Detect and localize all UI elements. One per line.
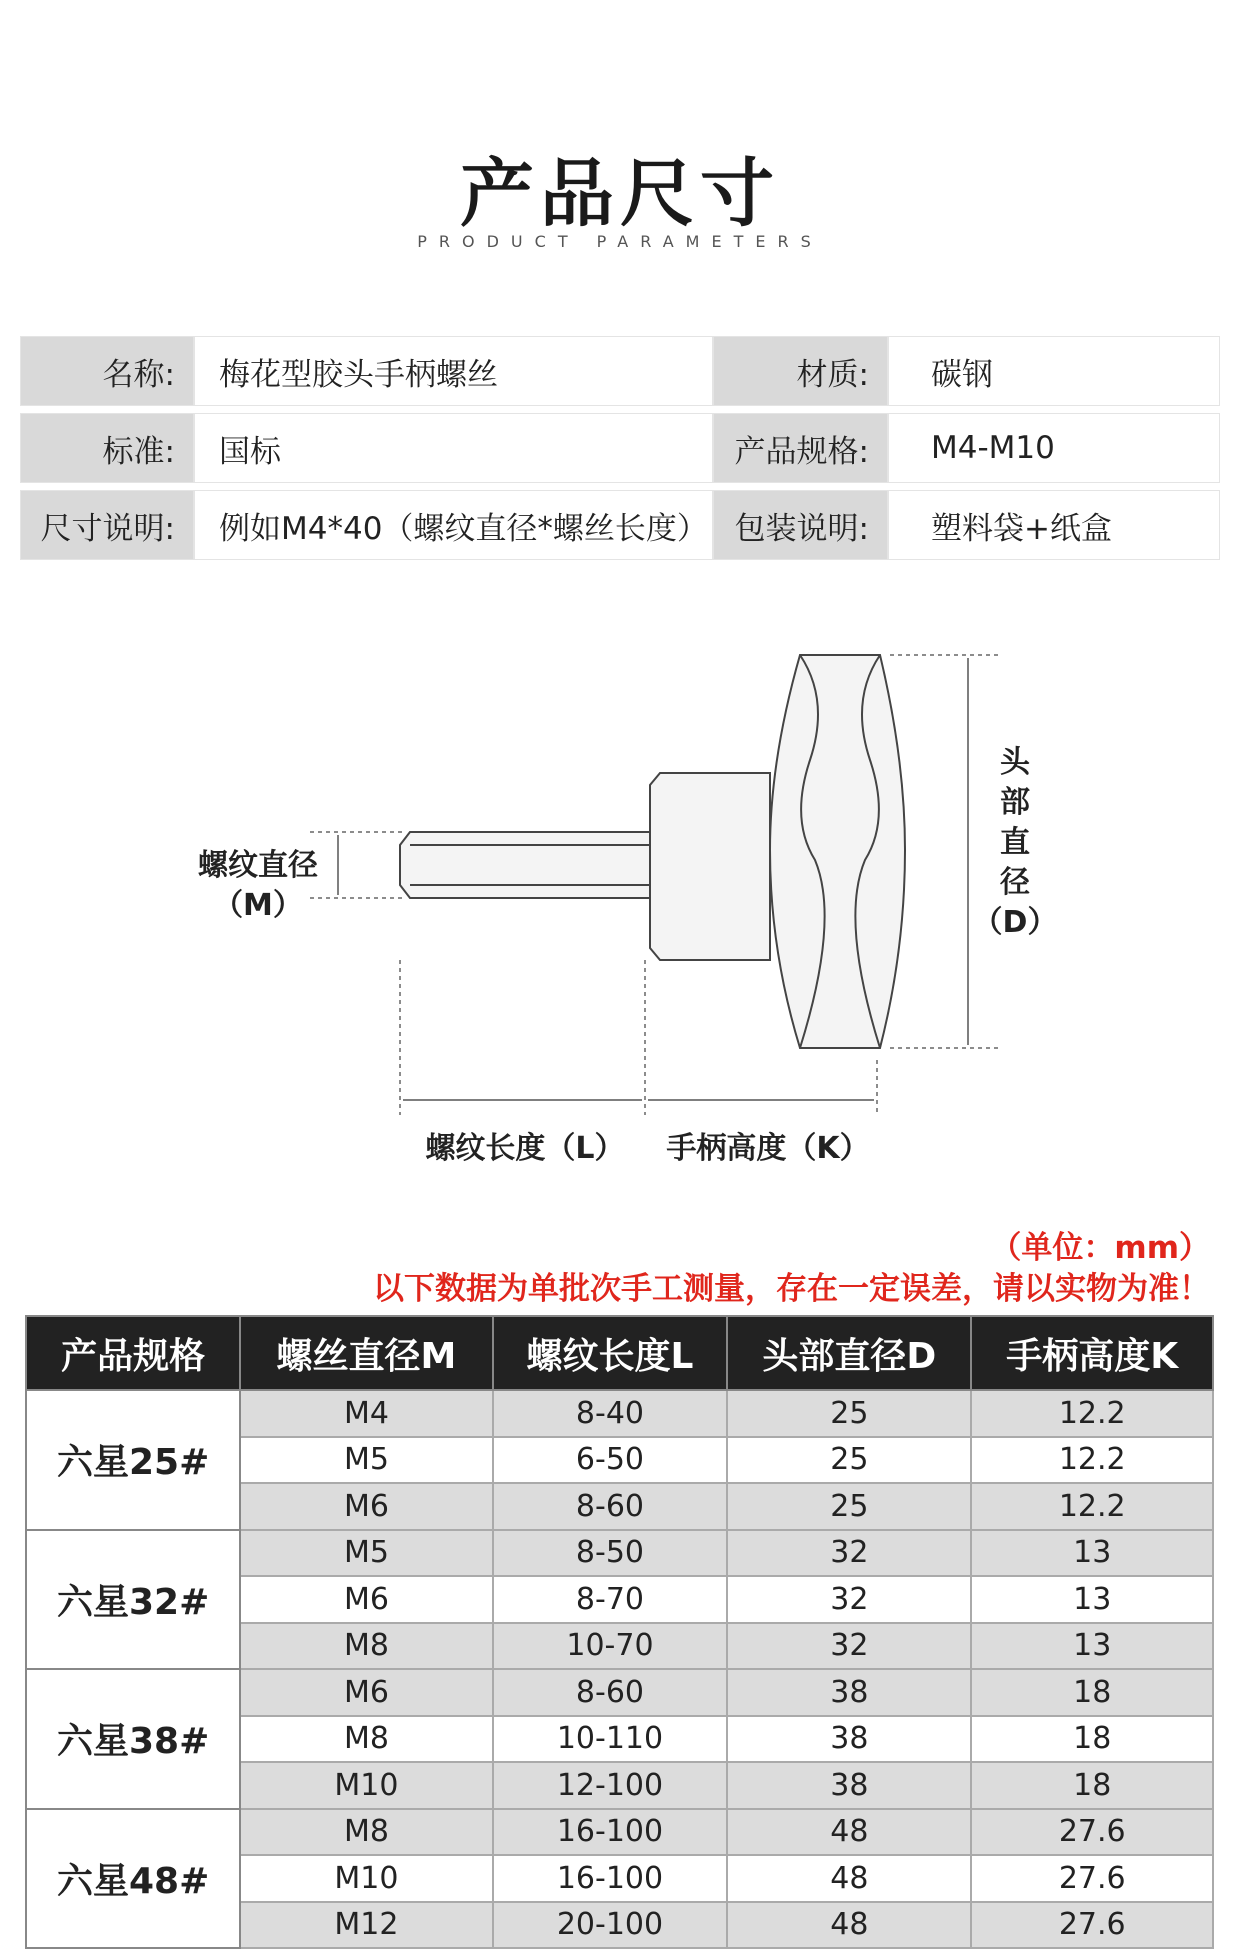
spec-label: 包装说明: <box>713 490 888 560</box>
spec-row <box>20 413 1220 483</box>
table-cell: 12.2 <box>971 1483 1213 1530</box>
group-name: 六星38# <box>26 1669 240 1809</box>
table-cell: 38 <box>727 1669 971 1716</box>
table-cell: 32 <box>727 1576 971 1623</box>
group-name: 六星32# <box>26 1530 240 1670</box>
table-row <box>26 1530 1213 1577</box>
thread-diameter-label: 螺纹直径 <box>198 848 318 883</box>
table-row <box>26 1669 1213 1716</box>
table-cell: 13 <box>971 1623 1213 1670</box>
table-cell: M5 <box>240 1437 492 1484</box>
table-cell: 20-100 <box>493 1902 728 1949</box>
table-cell: 25 <box>727 1483 971 1530</box>
table-cell: 18 <box>971 1716 1213 1763</box>
screw-drawing <box>400 655 905 1048</box>
table-cell: 27.6 <box>971 1855 1213 1902</box>
column-header: 手柄高度K <box>971 1316 1213 1390</box>
spec-label: 标准: <box>20 413 194 483</box>
column-header: 产品规格 <box>26 1316 240 1390</box>
spec-label: 尺寸说明: <box>20 490 194 560</box>
table-cell: 16-100 <box>493 1809 728 1856</box>
table-cell: 8-40 <box>493 1390 728 1437</box>
table-cell: 10-110 <box>493 1716 728 1763</box>
table-cell: 13 <box>971 1576 1213 1623</box>
column-header: 螺丝直径M <box>240 1316 492 1390</box>
column-header: 头部直径D <box>727 1316 971 1390</box>
table-cell: 8-60 <box>493 1483 728 1530</box>
table-cell: M12 <box>240 1902 492 1949</box>
spec-value: M4-M10 <box>888 413 1220 483</box>
table-cell: 12.2 <box>971 1390 1213 1437</box>
table-cell: 48 <box>727 1809 971 1856</box>
table-cell: 8-60 <box>493 1669 728 1716</box>
table-cell: 38 <box>727 1716 971 1763</box>
table-cell: 38 <box>727 1762 971 1809</box>
thread-length-label: 螺纹长度（L） <box>425 1131 625 1166</box>
handle-height-label: 手柄高度（K） <box>666 1131 870 1166</box>
group-name: 六星25# <box>26 1390 240 1530</box>
head-diameter-symbol: （D） <box>972 905 1058 940</box>
head-diameter-char: 直 <box>1000 825 1030 860</box>
table-cell: M8 <box>240 1623 492 1670</box>
table-cell: 13 <box>971 1530 1213 1577</box>
table-cell: M8 <box>240 1716 492 1763</box>
screw-diagram <box>0 620 1240 1180</box>
table-cell: 48 <box>727 1902 971 1949</box>
column-header: 螺纹长度L <box>493 1316 728 1390</box>
page-title: 产品尺寸 <box>460 151 780 237</box>
spec-row <box>20 490 1220 560</box>
table-cell: 16-100 <box>493 1855 728 1902</box>
unit-note: （单位：mm） <box>990 1230 1210 1266</box>
spec-value: 塑料袋+纸盒 <box>888 490 1220 560</box>
table-cell: M10 <box>240 1855 492 1902</box>
spec-value: 碳钢 <box>888 336 1220 406</box>
table-cell: M5 <box>240 1530 492 1577</box>
table-cell: 18 <box>971 1669 1213 1716</box>
table-cell: 32 <box>727 1530 971 1577</box>
table-cell: 32 <box>727 1623 971 1670</box>
table-cell: 12.2 <box>971 1437 1213 1484</box>
table-cell: 25 <box>727 1437 971 1484</box>
spec-value: 例如M4*40（螺纹直径*螺丝长度） <box>194 490 713 560</box>
table-cell: 12-100 <box>493 1762 728 1809</box>
head-diameter-char: 头 <box>1000 745 1030 780</box>
spec-label: 名称: <box>20 336 194 406</box>
spec-table <box>20 336 1220 567</box>
head-diameter-char: 径 <box>1000 865 1030 900</box>
table-cell: M10 <box>240 1762 492 1809</box>
spec-label: 产品规格: <box>713 413 888 483</box>
spec-row <box>20 336 1220 406</box>
table-cell: 6-50 <box>493 1437 728 1484</box>
disclaimer-note: 以下数据为单批次手工测量，存在一定误差，请以实物为准！ <box>373 1271 1210 1307</box>
size-table <box>25 1315 1214 1949</box>
table-cell: 8-50 <box>493 1530 728 1577</box>
table-cell: 27.6 <box>971 1902 1213 1949</box>
spec-value: 梅花型胶头手柄螺丝 <box>194 336 713 406</box>
table-row <box>26 1809 1213 1856</box>
table-cell: 27.6 <box>971 1809 1213 1856</box>
table-cell: 8-70 <box>493 1576 728 1623</box>
spec-label: 材质: <box>713 336 888 406</box>
table-cell: 10-70 <box>493 1623 728 1670</box>
table-cell: M6 <box>240 1483 492 1530</box>
table-cell: M4 <box>240 1390 492 1437</box>
spec-value: 国标 <box>194 413 713 483</box>
table-cell: 48 <box>727 1855 971 1902</box>
group-name: 六星48# <box>26 1809 240 1949</box>
head-diameter-char: 部 <box>1000 785 1030 820</box>
table-cell: 18 <box>971 1762 1213 1809</box>
table-row <box>26 1390 1213 1437</box>
thread-diameter-symbol: （M） <box>213 888 303 923</box>
page-subtitle: PRODUCT PARAMETERS <box>417 232 823 251</box>
table-cell: M8 <box>240 1809 492 1856</box>
table-cell: M6 <box>240 1669 492 1716</box>
table-cell: M6 <box>240 1576 492 1623</box>
table-cell: 25 <box>727 1390 971 1437</box>
